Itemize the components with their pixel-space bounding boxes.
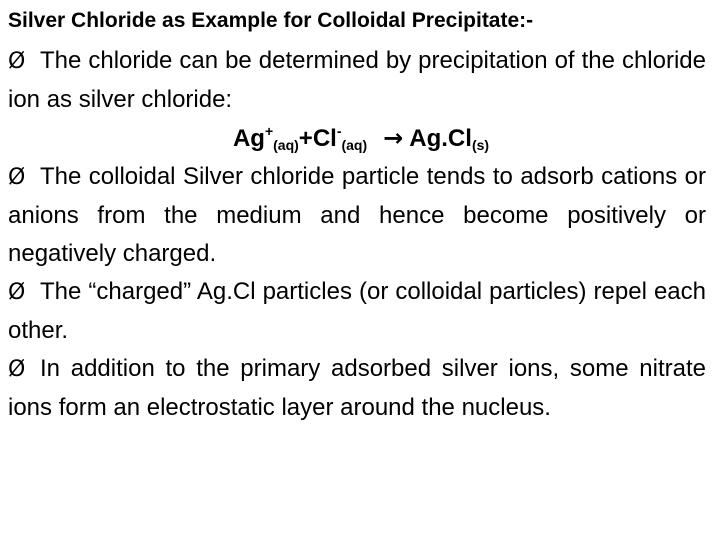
paragraph-text: In addition to the primary adsorbed silver ions, some nitrate ions form an electrostatic layer around the nucleus. — [8, 355, 706, 421]
equation-cl: Cl — [312, 125, 337, 152]
paragraph-text: The colloidal Silver chloride particle tends to adsorb cations or anions from the medium and hence become positively or negatively charged. — [8, 163, 706, 267]
equation-ag-charge: + — [264, 123, 274, 139]
slide-content — [8, 6, 706, 427]
arrow-bullet-icon: Ø — [8, 49, 26, 74]
equation-ag-state: (aq) — [273, 137, 299, 153]
equation-ag: Ag — [232, 125, 265, 152]
bullet-paragraph-1 — [8, 42, 706, 119]
arrow-bullet-icon: Ø — [8, 357, 26, 382]
equation-plus: + — [298, 125, 313, 152]
reaction-arrow-icon: → — [383, 124, 404, 152]
arrow-bullet-icon: Ø — [8, 165, 26, 190]
slide-title: Silver Chloride as Example for Colloidal Precipitate:- — [8, 9, 534, 32]
paragraph-text: The chloride can be determined by precipitation of the chloride ion as silver chloride: — [8, 47, 706, 113]
bullet-paragraph-4 — [8, 350, 706, 427]
chemical-equation — [8, 119, 706, 158]
bullet-paragraph-2 — [8, 158, 706, 273]
arrow-bullet-icon: Ø — [8, 280, 26, 305]
paragraph-text: The “charged” Ag.Cl particles (or colloidal particles) repel each other. — [8, 278, 706, 344]
equation-product: Ag.Cl — [409, 125, 472, 152]
equation-cl-state: (aq) — [341, 137, 368, 153]
equation-product-state: (s) — [471, 137, 490, 153]
equation-cl-charge: - — [336, 123, 342, 139]
bullet-paragraph-3 — [8, 273, 706, 350]
